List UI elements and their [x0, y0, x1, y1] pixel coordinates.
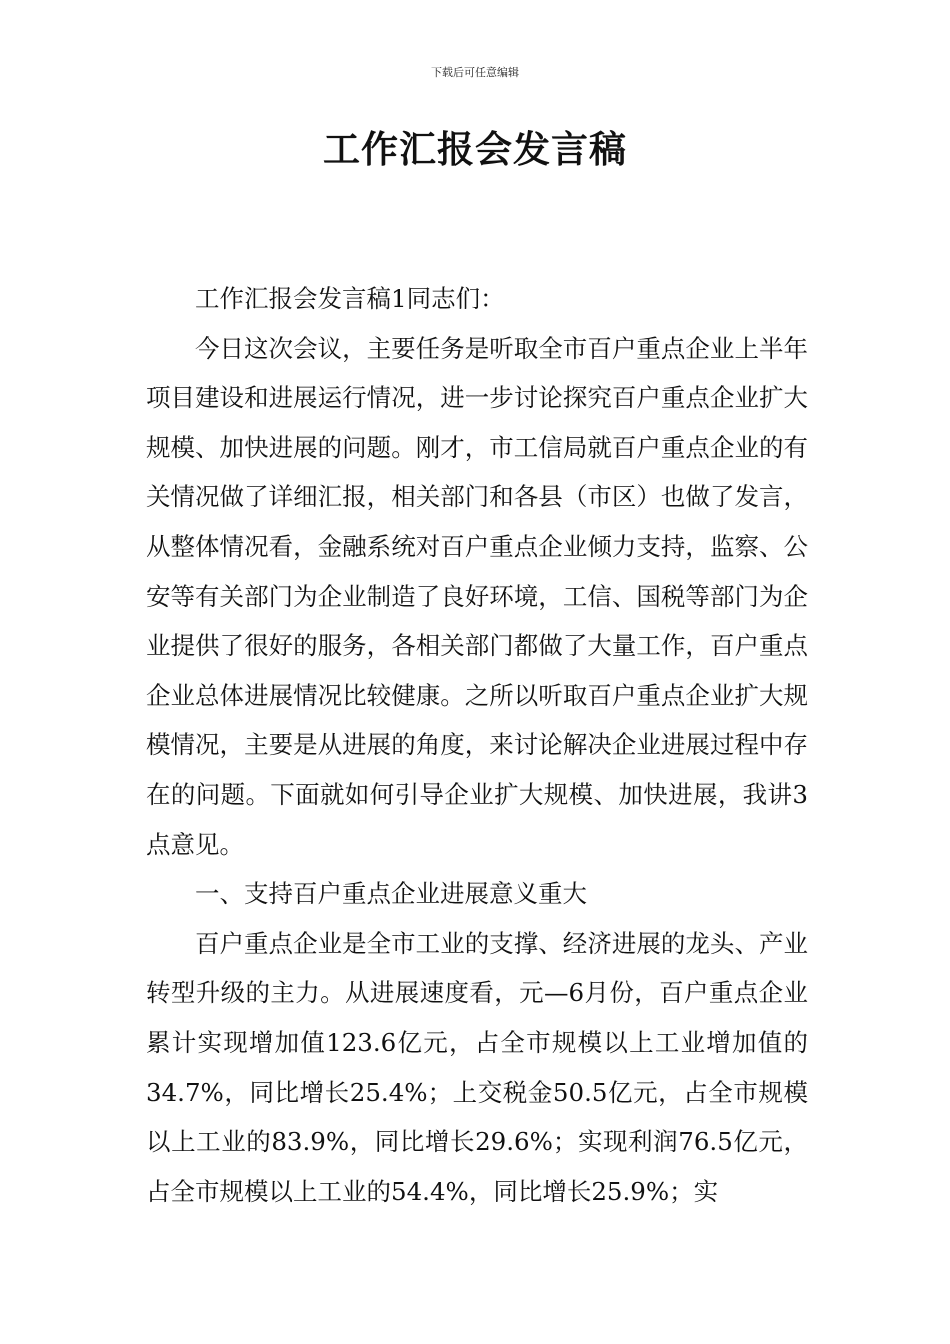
document-body [146, 274, 808, 1216]
section-heading-1: 一、支持百户重点企业进展意义重大 [195, 879, 587, 909]
header-note: 下载后可任意编辑 [431, 66, 519, 79]
document-title: 工作汇报会发言稿 [323, 128, 627, 171]
paragraph-section-1: 百户重点企业是全市工业的支撑、经济进展的龙头、产业转型升级的主力。从进展速度看，元—6月份，百户重点企业累计实现增加值123.6亿元，占全市规模以上工业增加值的34.7%，同比增长25.4%；上交税金50.5亿元，占全市规模以上工业的83.9%，同比增长29.6%；实现利润76.5亿元，占全市规模以上工业的54.4%，同比增长25.9%；实 [146, 928, 808, 1206]
paragraph-intro: 今日这次会议，主要任务是听取全市百户重点企业上半年项目建设和进展运行情况，进一步讨论探究百户重点企业扩大规模、加快进展的问题。刚才，市工信局就百户重点企业的有关情况做了详细汇报，相关部门和各县（市区）也做了发言，从整体情况看，金融系统对百户重点企业倾力支持，监察、公安等有关部门为企业制造了良好环境，工信、国税等部门为企业提供了很好的服务，各相关部门都做了大量工作，百户重点企业总体进展情况比较健康。之所以听取百户重点企业扩大规模情况，主要是从进展的角度，来讨论解决企业进展过程中存在的问题。下面就如何引导企业扩大规模、加快进展，我讲3点意见。 [146, 333, 808, 859]
paragraph-salutation: 工作汇报会发言稿1同志们： [195, 284, 505, 313]
